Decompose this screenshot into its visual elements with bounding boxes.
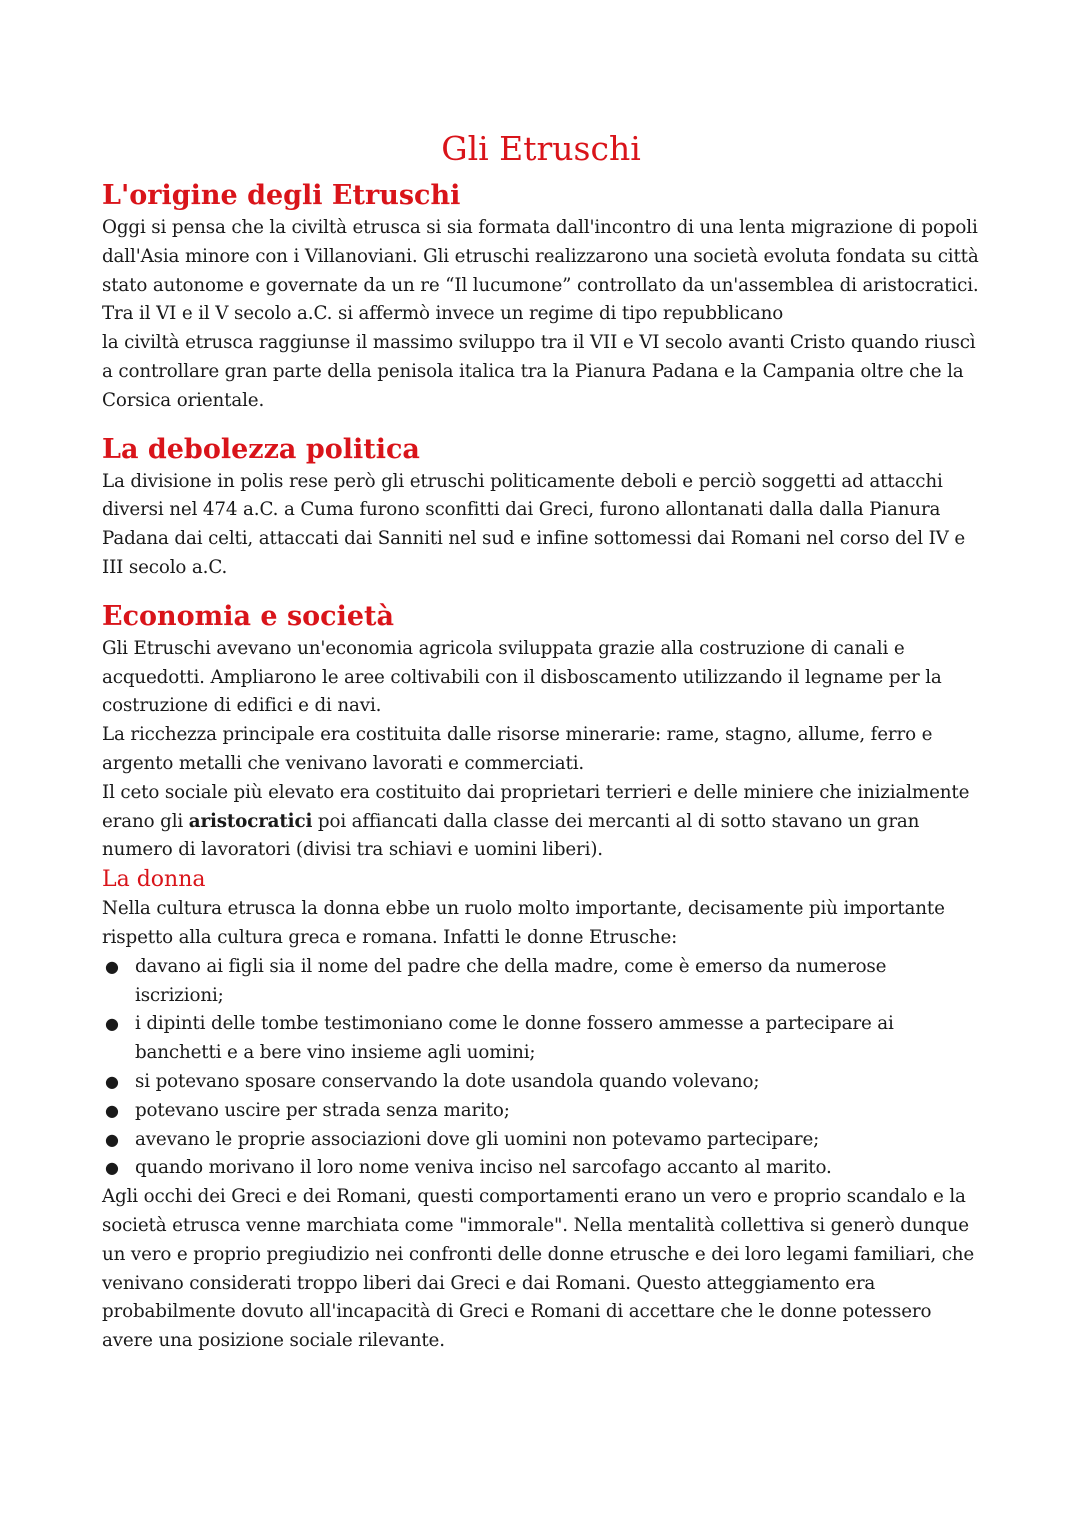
social-text-bold: aristocratici (188, 810, 313, 832)
section-political-weakness (102, 432, 980, 583)
social-text-after: poi affiancati dalla classe dei mercanti al di sotto stavano un gran numero di lavoratori (divisi tra schiavi e uomini liberi). (102, 810, 920, 861)
subsection-heading-woman: La donna (102, 867, 206, 893)
list-item (102, 1010, 980, 1068)
paragraph-origin-2: la civiltà etrusca raggiunse il massimo sviluppo tra il VII e VI secolo avanti Cristo quando riuscì a controllare gran parte della penisola italica tra la Pianura Padana e la Campania oltre che la Corsica orientale. (102, 332, 976, 411)
bullet-icon: ● (105, 1129, 119, 1149)
list-item (102, 1068, 980, 1097)
paragraph-woman-conclusion: Agli occhi dei Greci e dei Romani, questi comportamenti erano un vero e proprio scandalo e la società etrusca venne marchiata come "immorale". Nella mentalità collettiva si generò dunque un vero e proprio pregiudizio nei confronti delle donne etrusche e dei loro legami familiari, che venivano considerati troppo liberi dai Greci e dai Romani. Questo atteggiamento era probabilmente dovuto all'incapacità di Greci e Romani di accettare che le donne potessero avere una posizione sociale rilevante. (102, 1186, 975, 1352)
paragraph-political-weakness: La divisione in polis rese però gli etruschi politicamente deboli e perciò soggetti ad attacchi diversi nel 474 a.C. a Cuma furono sconfitti dai Greci, furono allontanati dalla dalla Pianura Padana dai celti, attaccati dai Sanniti nel sud e infine sottomessi dai Romani nel corso del IV e III secolo a.C. (102, 470, 966, 578)
social-text-before: Il ceto sociale più elevato era costituito dai proprietari terrieri e delle miniere che inizialmente erano gli (102, 781, 970, 832)
bullet-icon: ● (105, 1014, 119, 1034)
woman-bullet-list (102, 953, 980, 1183)
list-item (102, 1154, 980, 1183)
section-heading-origin: L'origine degli Etruschi (102, 180, 461, 211)
document-title: Gli Etruschi (441, 129, 641, 168)
paragraph-woman-intro: Nella cultura etrusca la donna ebbe un ruolo molto importante, decisamente più importante rispetto alla cultura greca e romana. Infatti le donne Etrusche: (102, 898, 945, 948)
section-economy (102, 599, 980, 1356)
bullet-icon: ● (105, 1158, 119, 1178)
list-item (102, 953, 980, 1011)
list-item-text: davano ai figli sia il nome del padre che della madre, come è emerso da numerose iscrizioni; (135, 955, 887, 1006)
list-item-text: potevano uscire per strada senza marito; (135, 1099, 510, 1121)
list-item-text: avevano le proprie associazioni dove gli uomini non potevamo partecipare; (135, 1128, 820, 1150)
list-item (102, 1097, 980, 1126)
list-item (102, 1126, 980, 1155)
bullet-icon: ● (105, 1100, 119, 1120)
bullet-icon: ● (105, 956, 119, 976)
section-heading-economy: Economia e società (102, 600, 395, 632)
paragraph-social-class (102, 779, 980, 865)
paragraph-origin-1: Oggi si pensa che la civiltà etrusca si sia formata dall'incontro di una lenta migrazione di popoli dall'Asia minore con i Villanoviani. Gli etruschi realizzarono una società evoluta fondata su città stato autonome e governate da un re “Il lucumone” controllato da un'assemblea di aristocratici. Tra il VI e il V secolo a.C. si affermò invece un regime di tipo repubblicano (102, 217, 979, 325)
list-item-text: quando morivano il loro nome veniva inciso nel sarcofago accanto al marito. (135, 1157, 832, 1179)
paragraph-economy-2: La ricchezza principale era costituita dalle risorse minerarie: rame, stagno, allume, ferro e argento metalli che venivano lavorati e commerciati. (102, 724, 933, 774)
list-item-text: i dipinti delle tombe testimoniano come le donne fossero ammesse a partecipare ai banchetti e a bere vino insieme agli uomini; (135, 1013, 894, 1064)
section-heading-political-weakness: La debolezza politica (102, 433, 420, 465)
section-origin (102, 178, 980, 416)
paragraph-economy-1: Gli Etruschi avevano un'economia agricola sviluppata grazie alla costruzione di canali e acquedotti. Ampliarono le aree coltivabili con il disboscamento utilizzando il legname per la costruzione di edifici e di navi. (102, 637, 942, 717)
list-item-text: si potevano sposare conservando la dote usandola quando volevano; (135, 1070, 760, 1092)
bullet-icon: ● (105, 1071, 119, 1091)
